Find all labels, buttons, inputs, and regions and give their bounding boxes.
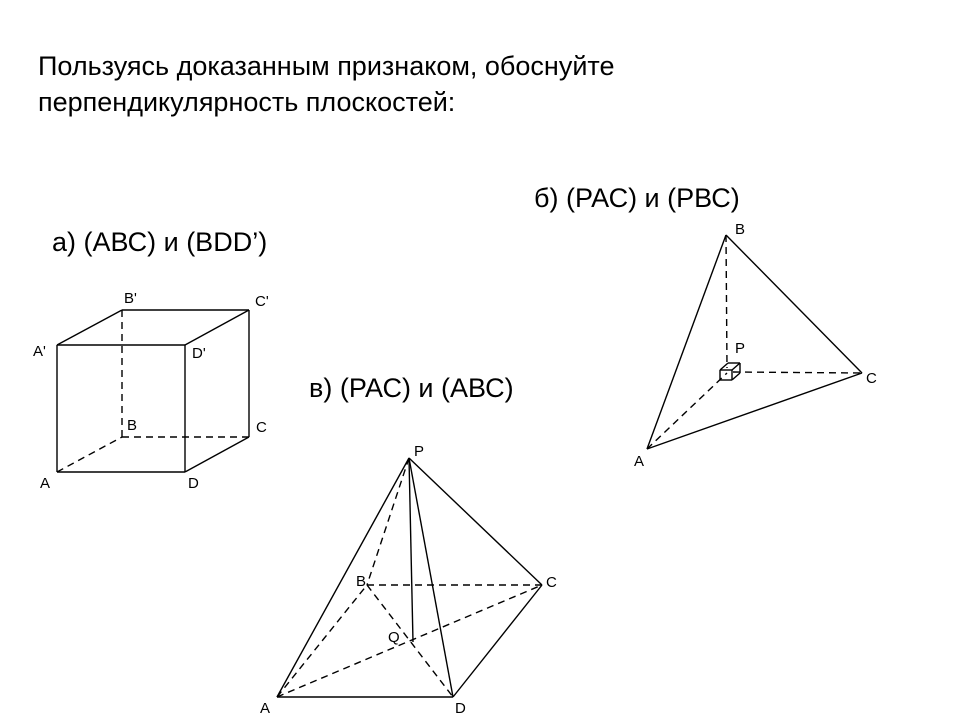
pyramid-label-d: D (455, 700, 466, 717)
cube-label-d1: D' (192, 345, 206, 362)
pyramid-label-q: Q (388, 629, 400, 646)
pyramid-hidden-edge-ab (277, 585, 367, 697)
cube-label-a: A (40, 475, 51, 492)
pyramid-hidden-diagonal-ac (277, 585, 542, 697)
tetra-hidden-edge-ap (647, 373, 727, 449)
cube-label-d: D (188, 475, 199, 492)
pyramid-label-c: C (546, 574, 557, 591)
pyramid-label-b: B (356, 573, 367, 590)
tetra-edge-bc (726, 235, 862, 373)
tetra-right-angle-mark (732, 363, 740, 370)
pyramid-edge-pa (277, 458, 409, 697)
pyramid-label-a: A (260, 700, 271, 717)
task-prompt-line-1: Пользуясь доказанным признаком, обоснуйте (38, 51, 615, 81)
task-prompt-line-2: перпендикулярность плоскостей: (38, 87, 456, 117)
pyramid-figure (260, 443, 557, 717)
cube-label-b1: B' (124, 290, 137, 307)
cube-edge-dc (185, 437, 249, 472)
pyramid-label-p: P (414, 443, 425, 460)
task-a-caption: а) (АВС) и (BDD’) (52, 227, 268, 257)
tetra-right-angle-mark (720, 363, 728, 370)
cube-edge-d1c1 (185, 310, 249, 345)
cube-label-b: B (127, 417, 138, 434)
pyramid-height-pq (409, 458, 413, 642)
cube-label-c1: C' (255, 293, 269, 310)
task-b-caption: б) (РАС) и (РВС) (534, 183, 740, 213)
pyramid-edge-dc (453, 585, 542, 697)
tetra-right-angle-mark (732, 373, 740, 380)
tetra-label-a: A (634, 453, 645, 470)
tetra-hidden-edge-bp (726, 235, 727, 368)
cube-label-a1: A' (33, 343, 46, 360)
tetra-label-b: B (735, 221, 746, 238)
cube-hidden-edge-ab (57, 437, 122, 472)
tetra-hidden-edge-pc (733, 372, 862, 373)
tetra-edge-ac (647, 373, 862, 449)
task-c-caption: в) (РАС) и (АВС) (309, 373, 514, 403)
cube-figure (33, 290, 269, 492)
cube-label-c: C (256, 419, 267, 436)
tetra-label-c: C (866, 370, 877, 387)
cube-edge-b1a1 (57, 310, 122, 345)
tetra-label-p: P (735, 340, 746, 357)
tetra-edge-ab (647, 235, 726, 449)
tetrahedron-figure (634, 221, 877, 470)
